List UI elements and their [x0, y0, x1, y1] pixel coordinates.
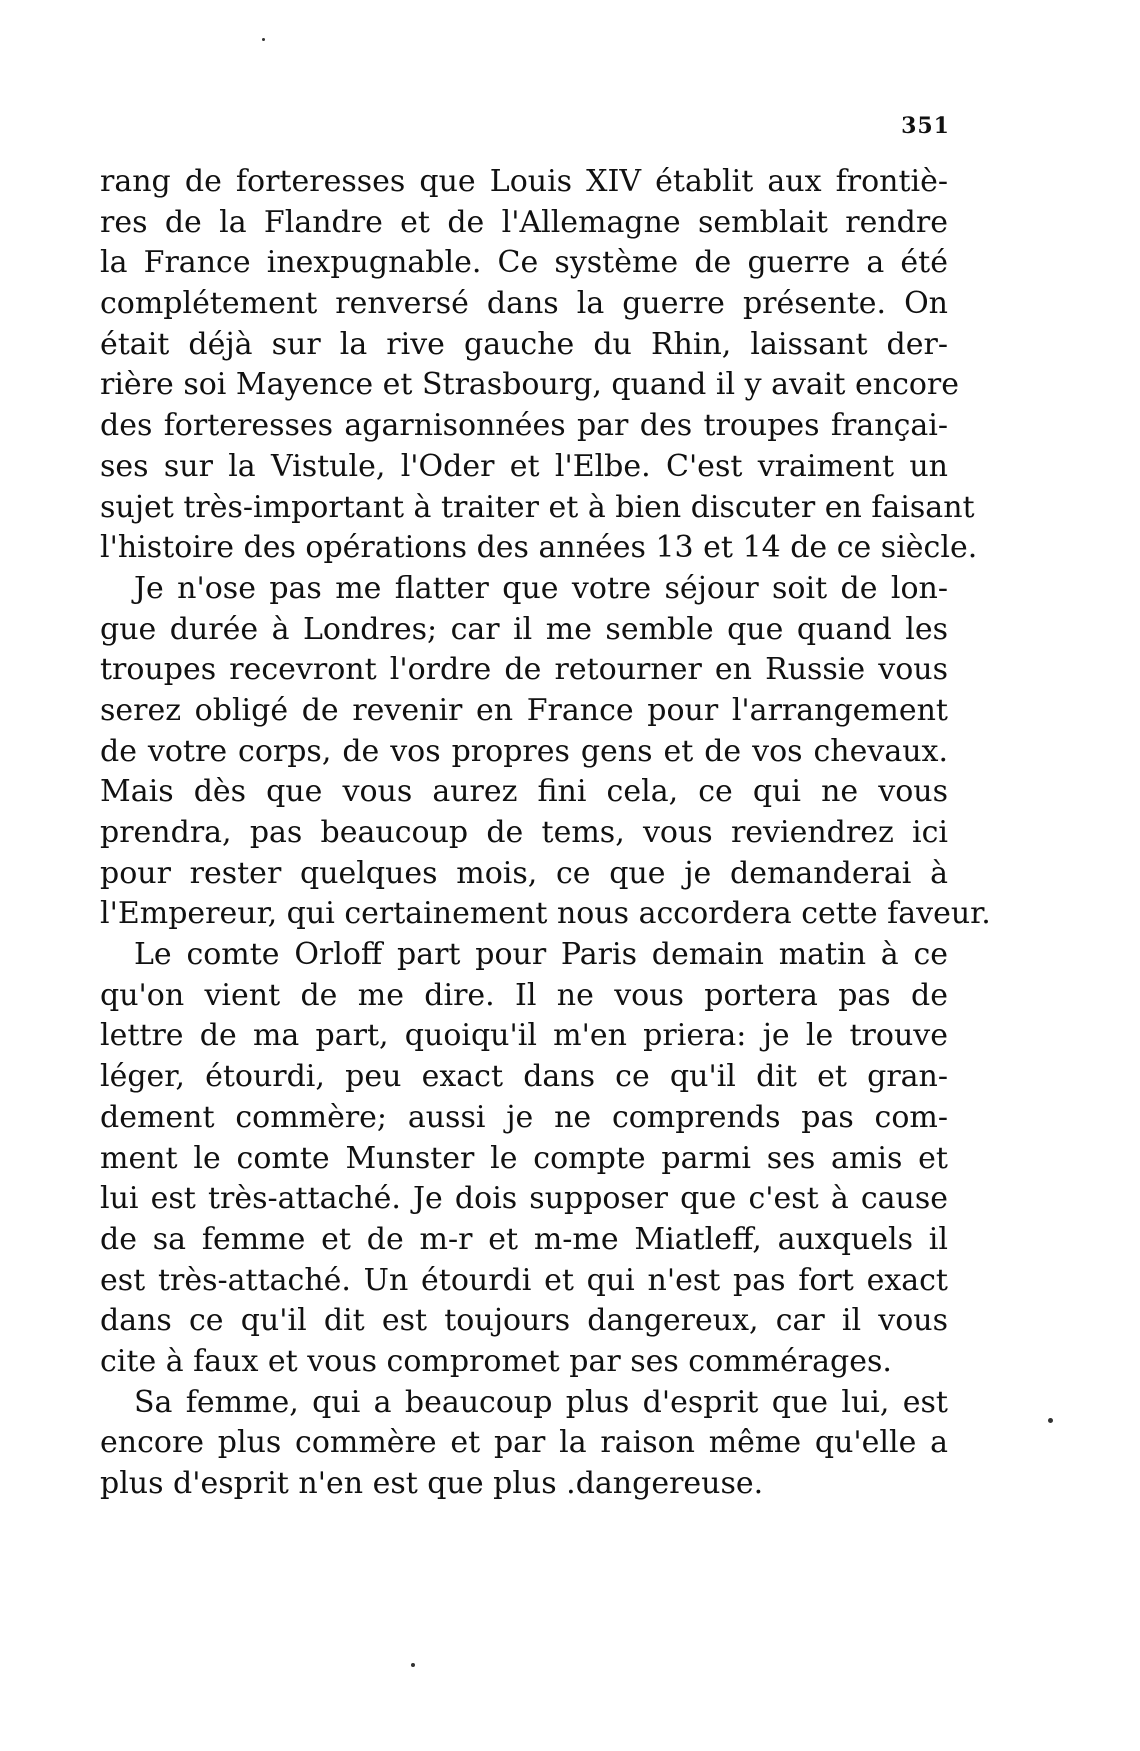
text-line: rang de forteresses que Louis XIV établit aux frontiè- — [100, 164, 948, 199]
scan-speck — [411, 1663, 415, 1667]
text-line: des forteresses agarnisonnées par des troupes françai- — [100, 408, 948, 444]
text-line: cite à faux et vous compromet par ses commérages. — [100, 1343, 892, 1379]
text-line: dement commère; aussi je ne comprends pas com- — [100, 1099, 948, 1135]
text-line: léger, étourdi, peu exact dans ce qu'il dit et gran- — [100, 1059, 948, 1095]
text-line: l'Empereur, qui certainement nous accordera cette faveur. — [100, 896, 991, 932]
body-text — [100, 162, 991, 1505]
text-line: rière soi Mayence et Strasbourg, quand il y avait encore — [100, 367, 960, 403]
text-line: lui est très-attaché. Je dois supposer que c'est à cause — [100, 1181, 948, 1217]
text-line: l'histoire des opérations des années 13 et 14 de ce siècle. — [100, 530, 978, 566]
text-line: ment le comte Munster le compte parmi ses amis et — [100, 1140, 948, 1176]
text-line: res de la Flandre et de l'Allemagne semblait rendre — [100, 204, 948, 240]
scan-speck — [262, 38, 265, 41]
text-line: prendra, pas beaucoup de tems, vous reviendrez ici — [100, 815, 948, 850]
text-line: complétement renversé dans la guerre présente. On — [100, 286, 948, 322]
text-line: encore plus commère et par la raison même qu'elle a — [100, 1425, 948, 1461]
paragraph-first-line: Le comte Orloff part pour Paris demain matin à ce — [134, 937, 948, 973]
text-line: pour rester quelques mois, ce que je demanderai à — [100, 855, 948, 891]
text-line: plus d'esprit n'en est que plus .dangereuse. — [100, 1466, 764, 1501]
text-line: est très-attaché. Un étourdi et qui n'est pas fort exact — [100, 1262, 948, 1298]
text-line: de sa femme et de m-r et m-me Miatleff, auxquels il — [100, 1221, 948, 1257]
text-line: dans ce qu'il dit est toujours dangereux, car il vous — [100, 1303, 948, 1339]
text-line: lettre de ma part, quoiqu'il m'en priera: je le trouve — [100, 1018, 948, 1054]
text-line: ses sur la Vistule, l'Oder et l'Elbe. C'est vraiment un — [100, 448, 948, 484]
paragraph-first-line: Sa femme, qui a beaucoup plus d'esprit que lui, est — [134, 1384, 948, 1420]
text-line: serez obligé de revenir en France pour l'arrangement — [100, 692, 948, 728]
text-line: de votre corps, de vos propres gens et de vos chevaux. — [100, 733, 948, 769]
text-line: sujet très-important à traiter et à bien discuter en faisant — [100, 489, 975, 525]
text-line: était déjà sur la rive gauche du Rhin, laissant der- — [100, 326, 948, 362]
paragraph-first-line: Je n'ose pas me flatter que votre séjour soit de lon- — [134, 570, 948, 606]
text-line: gue durée à Londres; car il me semble que quand les — [100, 611, 948, 647]
text-line: Mais dès que vous aurez fini cela, ce qui ne vous — [100, 774, 948, 810]
text-line: troupes recevront l'ordre de retourner en Russie vous — [100, 652, 948, 688]
page-number: 351 — [901, 113, 950, 139]
text-line: la France inexpugnable. Ce système de guerre a été — [100, 245, 948, 281]
scan-speck — [1048, 1418, 1053, 1423]
text-line: qu'on vient de me dire. Il ne vous portera pas de — [100, 977, 948, 1013]
